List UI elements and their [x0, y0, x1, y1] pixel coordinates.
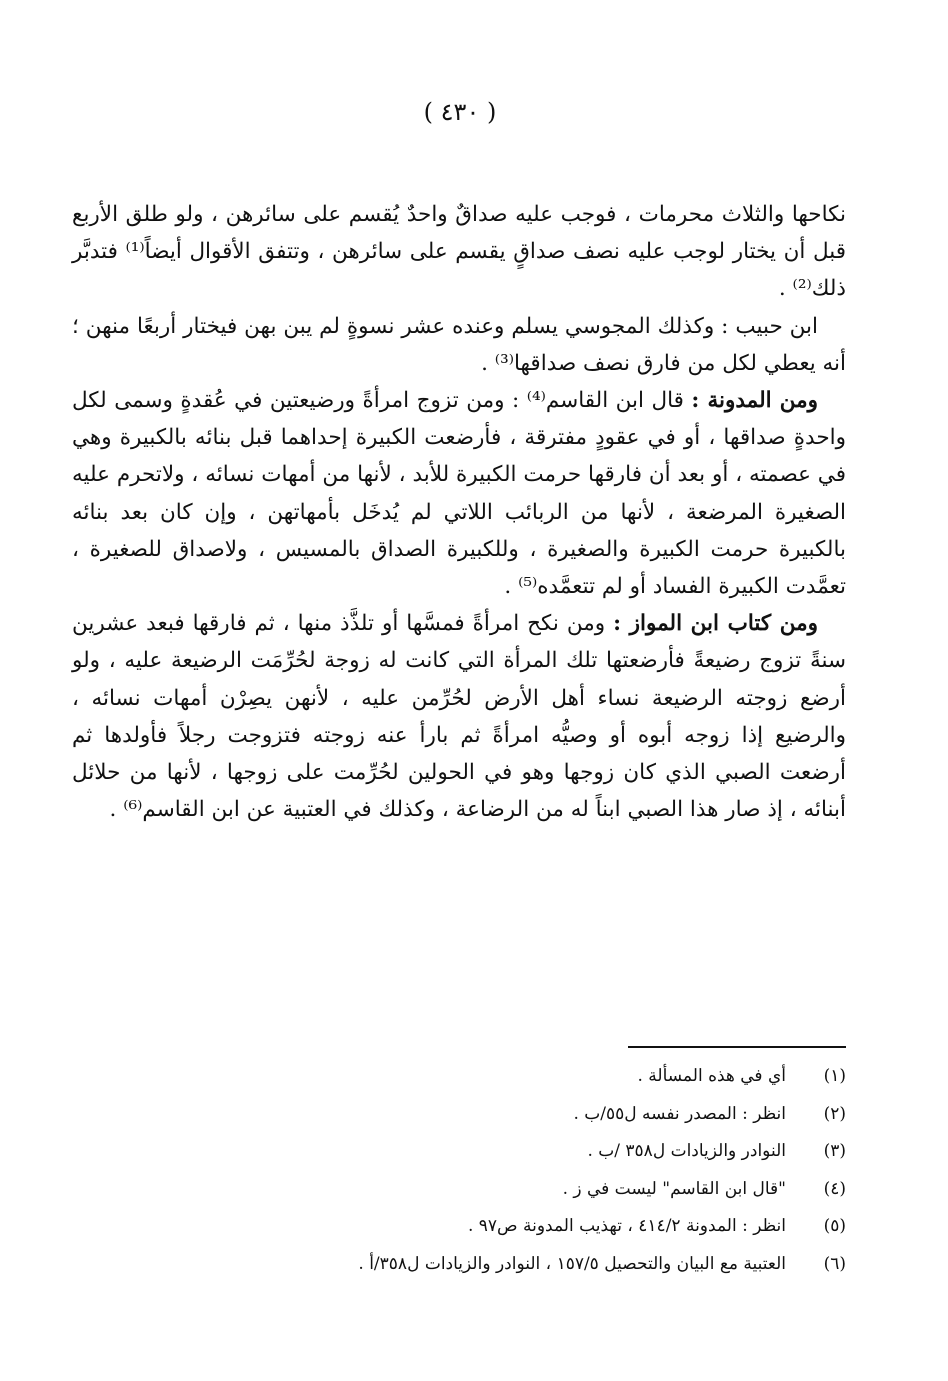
footnote-text: العتبية مع البيان والتحصيل ١٥٧/٥ ، النوادر والزيادات ل٣٥٨/أ .: [358, 1253, 786, 1274]
footnote: [146, 1216, 846, 1254]
footnote-number: (٣): [823, 1141, 846, 1161]
paragraph: [72, 382, 846, 605]
footnote-divider: [628, 1046, 846, 1048]
footnote-number: (٤): [823, 1178, 846, 1199]
footnote-text: انظر : المدونة ٤١٤/٢ ، تهذيب المدونة ص٩٧ .: [467, 1216, 786, 1236]
footnote-text: أي في هذه المسألة .: [637, 1066, 786, 1086]
footnote-text: انظر : المصدر نفسه ل٥٥/ب .: [573, 1103, 786, 1124]
paragraph: [72, 605, 846, 828]
footnotes: [146, 1066, 846, 1291]
footnote-text: النوادر والزيادات ل٣٥٨ /ب .: [587, 1141, 786, 1161]
footnote: [146, 1104, 846, 1142]
footnote-number: (٥): [823, 1216, 846, 1236]
paragraph: [72, 196, 846, 308]
footnote: [146, 1179, 846, 1217]
footnote-number: (١): [823, 1066, 846, 1086]
footnote: [146, 1141, 846, 1179]
paragraph-text: قال ابن القاسم⁽⁴⁾ : ومن تزوج امرأةً ورضيعتين في عُقدةٍ وسمى لكل واحدةٍ صداقها ، أو في عقودٍ مفترقة ، فأرضعت الكبيرة إحداهما قبل بنائه بالكبيرة وهي في عصمته ، أو بعد أن فارقها حرمت الكبيرة للأبد ، لأنها من أمهات نسائه ، ولاتحرم عليه الصغيرة المرضعة ، لأنها من الربائب اللاتي لم يُدخَل بأمهاتهن ، وإن كان بعد بنائه بالكبيرة حرمت الكبيرة والصغيرة ، وللكبيرة الصداق بالمسيس ، ولاصداق للصغيرة ، تعمَّدت الكبيرة الفساد أو لم تتعمَّده⁽⁵⁾ .: [72, 388, 846, 600]
footnote-number: (٢): [823, 1103, 846, 1124]
paragraph-text: ومن نكح امرأةً فمسَّها أو تلذَّذ منها ، ثم فارقها فبعد عشرين سنةً تزوج رضيعةً فأرضعتها تلك المرأة التي كانت له زوجة لحُرِّمَت الرضيعة عليه ، ولو أرضع زوجته الرضيعة نساء أهل الأرض لحُرِّمن عليه ، لأنهن يصِرْن أمهات نسائه ، والرضيع إذا زوجه أبوه أو وصيُّه امرأةً ثم بارأ عنه زوجته فتزوجت رجلاً فأولدها ثم أرضعت الصبي الذي كان زوجها وهو في الحولين لحُرِّمت على زوجها ، لأنها من حلائل أبنائه ، إذ صار هذا الصبي ابناً له من الرضاعة ، وكذلك في العتبية عن ابن القاسم⁽⁶⁾ .: [72, 611, 846, 823]
footnote: [146, 1254, 846, 1292]
paragraph-text: نكاحها والثلاث محرمات ، فوجب عليه صداقٌ واحدٌ يُقسم على سائرهن ، ولو طلق الأربع قبل أن يختار لوجب عليه نصف صداقٍ يقسم على سائرهن ، وتتفق الأقوال أيضاً⁽¹⁾ فتدبَّر ذلك⁽²⁾ .: [72, 202, 846, 302]
page-number: ( ٤٣٠ ): [423, 98, 497, 126]
footnote-text: "قال ابن القاسم" ليست في ز .: [562, 1178, 786, 1199]
body-text: [72, 196, 846, 828]
paragraph-lead: ومن المدونة :: [691, 388, 818, 414]
paragraph-lead: ومن كتاب ابن المواز :: [613, 611, 818, 637]
footnote-number: (٦): [823, 1253, 846, 1274]
paragraph: [72, 308, 846, 382]
footnote: [146, 1066, 846, 1104]
paragraph-text: ابن حبيب : وكذلك المجوسي يسلم وعنده عشر نسوةٍ لم يبن بهن فيختار أربعًا منهن ؛ أنه يعطي لكل من فارق نصف صداقها⁽³⁾ .: [72, 313, 846, 376]
